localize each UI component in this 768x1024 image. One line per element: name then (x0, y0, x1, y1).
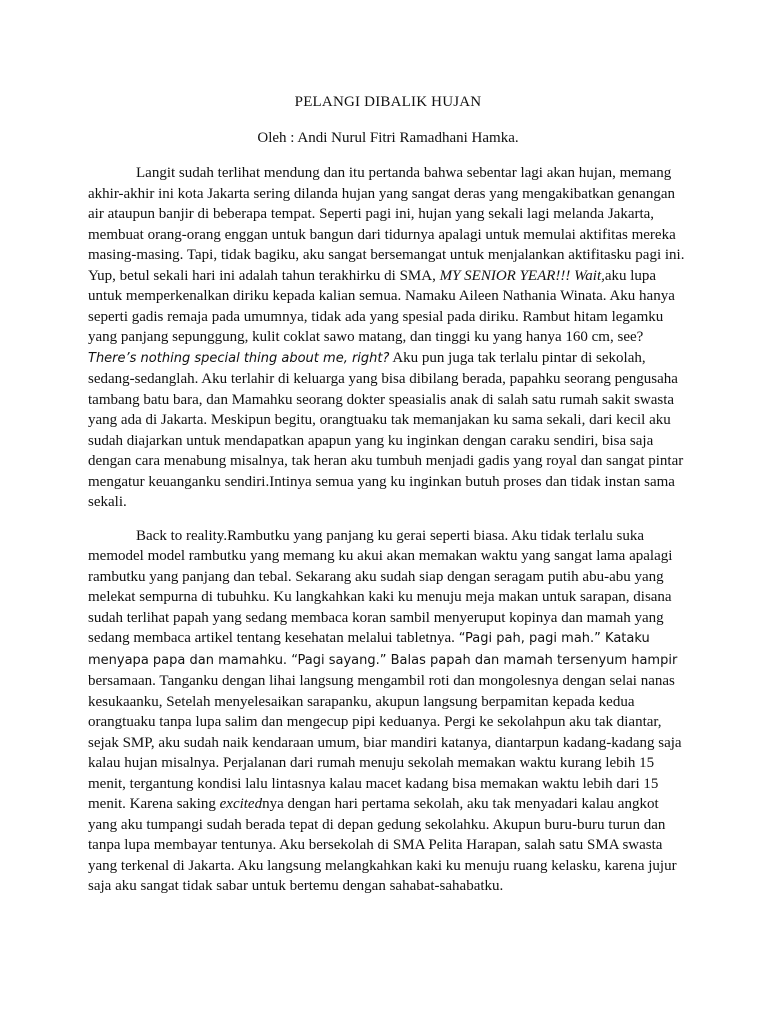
paragraph-2-dialogue: “Pagi pah, pagi mah.” Kataku menyapa papa dan mamahku. “Pagi sayang.” Balas papah dan mamah tersenyum hampir (88, 631, 678, 668)
document-title: PELANGI DIBALIK HUJAN (294, 94, 482, 110)
author-line: Oleh : Andi Nurul Fitri Ramadhani Hamka. (257, 130, 519, 146)
paragraph-1-italic-senior-year: MY SENIOR YEAR!!! Wait, (439, 267, 605, 284)
paragraph-1-text-c: aku lupa untuk memperkenalkan diriku kepada kalian semua. Namaku Aileen Nathania Winata. Aku hanya seperti gadis remaja pada umumnya, tidak ada yang spesial pada diriku. Rambut hitam legamku yang panjang sepunggung, kulit coklat sawo matang, dan tinggi ku yang hanya 160 cm, see? (88, 267, 675, 345)
paragraph-2-text-e: nya dengan hari pertama sekolah, aku tak menyadari kalau angkot yang aku tumpangi sudah berada tepat di depan gedung sekolahku. Akupun buru-buru turun dan tanpa lupa membayar tentunya. Aku bersekolah di SMA Pelita Harapan, salah satu SMA swasta yang terkenal di Jakarta. Aku langsung melangkahkan kaki ku menuju ruang kelasku, karena jujur saja aku sangat tidak sabar untuk bertemu dengan sahabat-sahabatku. (88, 796, 677, 894)
paragraph-2-text-c: bersamaan. Tanganku dengan lihai langsung mengambil roti dan mongolesnya dengan selai nanas kesukaanku, Setelah menyelesaikan sarapanku, akupun langsung berpamitan kepada kedua orangtuaku tanpa lupa salim dan mengecup pipi keduanya. Pergi ke sekolahpun aku tak diantar, sejak SMP, aku sudah naik kendaraan umum, biar mandiri katanya, diantarpun kadang-kadang saja kalau hujan misalnya. Perjalanan dari rumah menuju sekolah memakan waktu kurang lebih 15 menit, tergantung kondisi lalu lintasnya kalau macet kadang bisa memakan waktu lebih dari 15 menit. Karena saking (88, 673, 682, 812)
paragraph-2-italic-excited: excited (219, 796, 263, 812)
paragraph-2 (88, 526, 688, 897)
paragraph-2-text-a: Back to reality.Rambutku yang panjang ku gerai seperti biasa. Aku tidak terlalu suka memodel model rambutku yang memang ku akui akan memakan waktu yang sangat lama apalagi rambutku yang panjang dan tebal. Sekarang aku sudah siap dengan seragam putih abu-abu yang melekat sempurna di tubuhku. Ku langkahkan kaki ku menuju meja makan untuk sarapan, disana sudah terlihat papah yang sedang membaca koran sambil menyeruput kopinya dan mamah yang sedang membaca artikel tentang kesehatan melalui tabletnya. (88, 527, 673, 646)
paragraph-1-text-e: Aku pun juga tak terlalu pintar di sekolah, sedang-sedanglah. Aku terlahir di keluarga yang bisa dibilang berada, papahku seorang pengusaha tambang batu bara, dan Mamahku seorang dokter speasialis anak di salah satu rumah sakit swasta yang ada di Jakarta. Meskipun begitu, orangtuaku tak memanjakan ku sama sekali, dari kecil aku sudah diajarkan untuk mendapatkan apapun yang ku inginkan dengan caraku sendiri, bisa saja dengan cara menabung misalnya, tak heran aku tumbuh menjadi gadis yang royal dan sangat pintar mengatur keuanganku sendiri.Intinya semua yang ku inginkan butuh proses dan tidak instan sama sekali. (88, 349, 684, 510)
paragraph-1-text-a: Langit sudah terlihat mendung dan itu pertanda bahwa sebentar lagi akan hujan, memang akhir-akhir ini kota Jakarta sering dilanda hujan yang sangat deras yang mengakibatkan genangan air ataupun banjir di beberapa tempat. Seperti pagi ini, hujan yang sekali lagi melanda Jakarta, membuat orang-orang enggan untuk bangun dari tidurnya apalagi untuk memulai aktifitas mereka masing-masing. Tapi, tidak bagiku, aku sangat bersemangat untuk menjalankan aktifitasku pagi ini. Yup, betul sekali hari ini adalah tahun terakhirku di SMA, (88, 165, 685, 284)
document-page (88, 92, 688, 910)
paragraph-1 (88, 163, 688, 513)
paragraph-1-italic-quote: There’s nothing special thing about me, right? (88, 350, 390, 366)
